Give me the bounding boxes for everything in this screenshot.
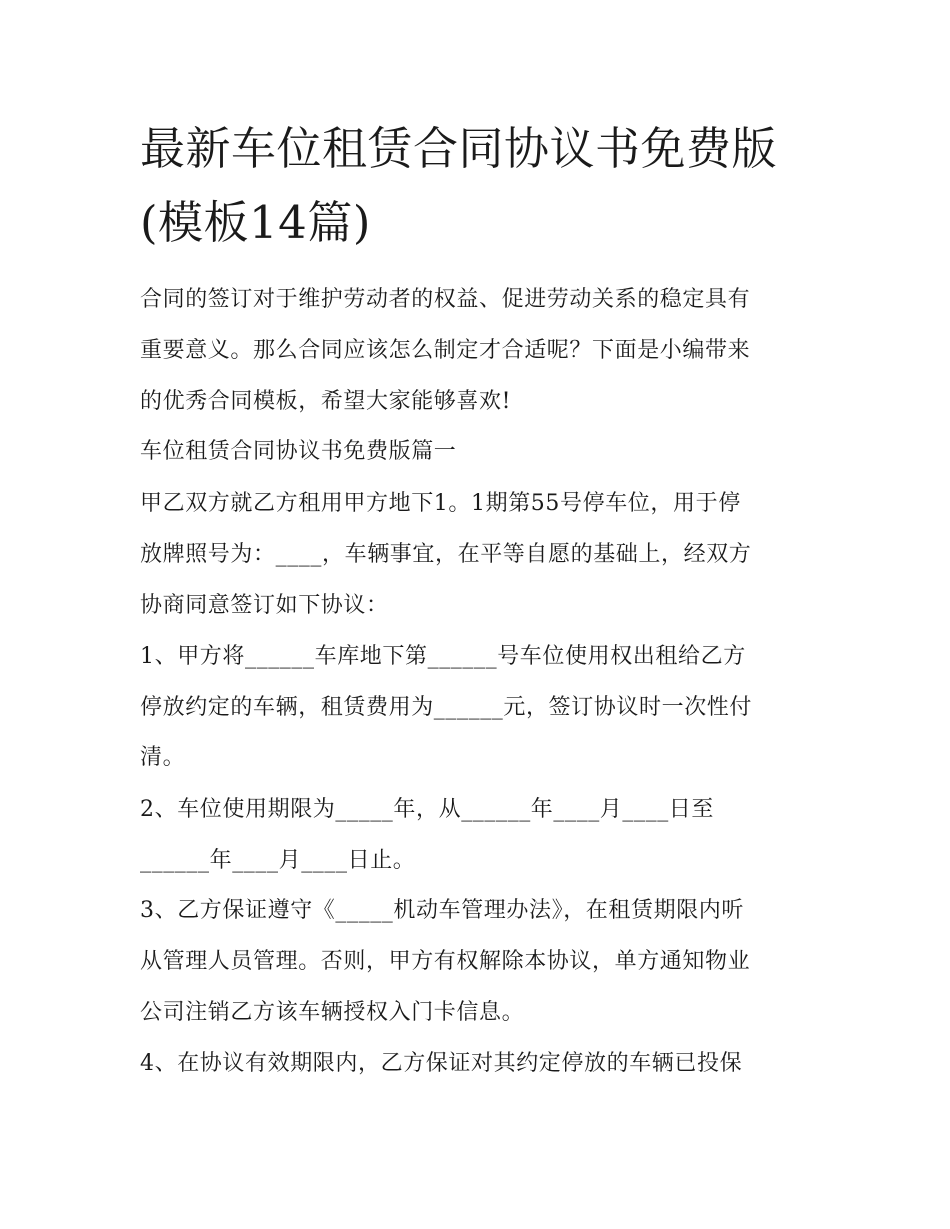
clause-intro-line-2: 放牌照号为：____，车辆事宜，在平等自愿的基础上，经双方 xyxy=(140,542,752,567)
clause-2-line-2: ______年____月____日止。 xyxy=(140,848,416,873)
intro-line-1: 合同的签订对于维护劳动者的权益、促进劳动关系的稳定具有 xyxy=(140,287,751,312)
clause-2-line-1: 2、车位使用期限为_____年，从______年____月____日至 xyxy=(140,797,714,822)
clause-1-line-2: 停放约定的车辆，租赁费用为______元，签订协议时一次性付 xyxy=(140,695,753,720)
clause-1-line-1: 1、甲方将______车库地下第______号车位使用权出租给乙方 xyxy=(140,644,746,669)
document-title: 最新车位租赁合同协议书免费版(模板14篇) xyxy=(140,122,778,249)
clause-3-line-3: 公司注销乙方该车辆授权入门卡信息。 xyxy=(140,1000,525,1025)
intro-line-2: 重要意义。那么合同应该怎么制定才合适呢？下面是小编带来 xyxy=(140,338,751,363)
clause-3-line-2: 从管理人员管理。否则，甲方有权解除本协议，单方通知物业 xyxy=(140,949,751,974)
clause-4-line-1: 4、在协议有效期限内，乙方保证对其约定停放的车辆已投保 xyxy=(140,1051,743,1076)
clause-intro-line-1: 甲乙双方就乙方租用甲方地下1。1期第55号停车位，用于停 xyxy=(140,491,741,516)
clause-intro-line-3: 协商同意签订如下协议： xyxy=(140,593,389,618)
section-heading: 车位租赁合同协议书免费版篇一 xyxy=(140,439,457,464)
intro-line-3: 的优秀合同模板，希望大家能够喜欢! xyxy=(140,389,512,414)
clause-3-line-1: 3、乙方保证遵守《_____机动车管理办法》，在租赁期限内听 xyxy=(140,898,744,923)
clause-1-line-3: 清。 xyxy=(140,745,186,770)
